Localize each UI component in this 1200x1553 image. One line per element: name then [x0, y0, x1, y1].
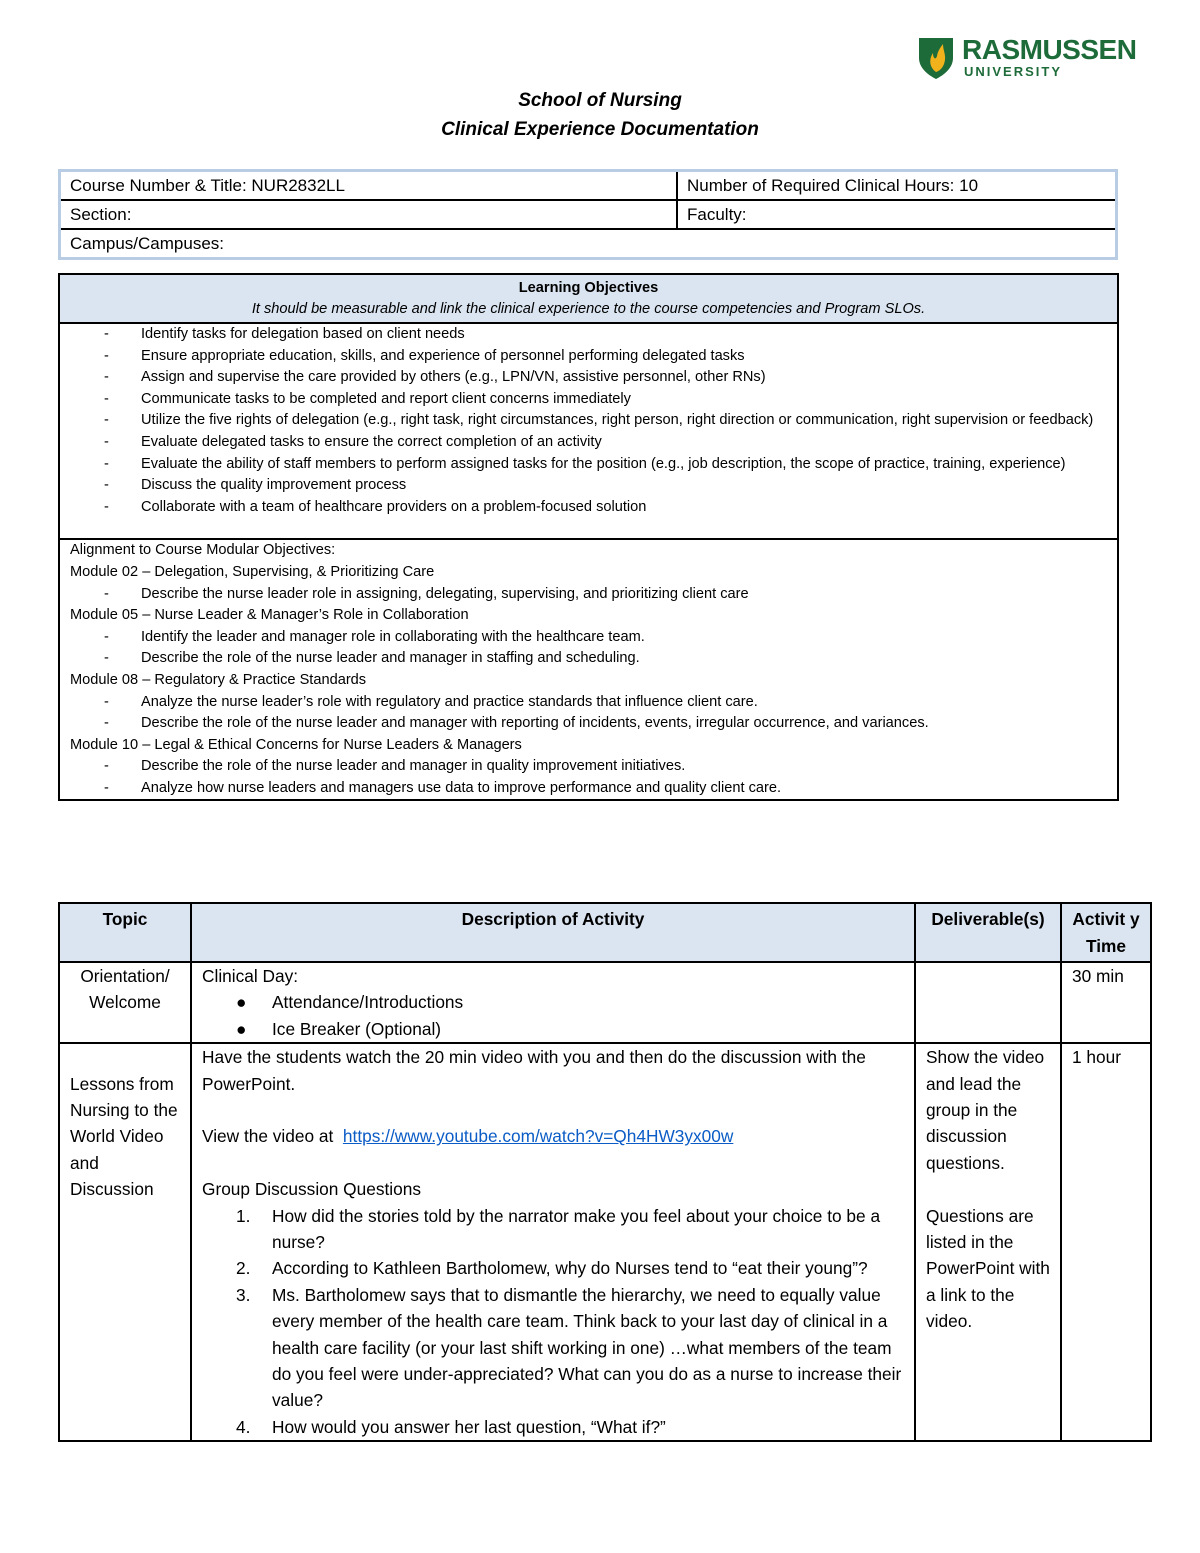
document-titles — [0, 86, 1200, 144]
bullet-dot: ● — [236, 1018, 247, 1039]
list-item: - Ensure appropriate education, skills, and experience of personnel performing delegated tasks — [70, 346, 1107, 368]
time-cell: 1 hour — [1061, 1043, 1151, 1441]
module-title: Module 02 – Delegation, Supervising, & Prioritizing Care — [70, 563, 435, 580]
topic-cell: Orientation/ Welcome — [59, 962, 191, 1043]
list-item: 2. According to Kathleen Bartholomew, why do Nurses tend to “eat their young”? — [236, 1258, 868, 1279]
logo-sub: UNIVERSITY — [964, 64, 1063, 79]
alignment-heading: Alignment to Course Modular Objectives: — [70, 542, 336, 559]
questions-heading: Group Discussion Questions — [202, 1179, 421, 1200]
dash-bullet: - — [104, 758, 109, 775]
campus-field: Campus/Campuses: — [70, 234, 225, 253]
objectives-header — [60, 275, 1117, 324]
video-link[interactable]: https://www.youtube.com/watch?v=Qh4HW3yx00w — [342, 1126, 734, 1147]
dash-bullet: - — [104, 650, 109, 667]
dash-bullet: - — [104, 477, 109, 494]
dash-bullet: - — [104, 585, 109, 602]
header-topic: Topic — [59, 903, 191, 962]
faculty-field: Faculty: — [687, 205, 747, 224]
info-row — [61, 172, 1115, 201]
module-title: Module 08 – Regulatory & Practice Standards — [70, 671, 367, 688]
dash-bullet: - — [104, 693, 109, 710]
list-item: - Describe the role of the nurse leader and manager in quality improvement initiatives. — [70, 756, 1107, 778]
description-cell — [191, 962, 915, 1043]
list-item: - Describe the role of the nurse leader and manager with reporting of incidents, events, irregular occurrence, and variances. — [70, 713, 1107, 735]
dash-bullet: - — [104, 628, 109, 645]
info-row — [61, 201, 1115, 230]
school-title: School of Nursing — [518, 90, 682, 111]
activity-table — [58, 902, 1152, 1442]
video-instructions: Have the students watch the 20 min video with you and then do the discussion with the PowerPoint. — [202, 1047, 866, 1094]
list-item: - Evaluate the ability of staff members to perform assigned tasks for the position (e.g., job description, the scope of practice, training, experience) — [70, 454, 1107, 476]
module-title: Module 10 – Legal & Ethical Concerns for Nurse Leaders & Managers — [70, 736, 522, 753]
dash-bullet: - — [104, 369, 109, 386]
list-item: - Discuss the quality improvement process — [70, 475, 1107, 497]
table-header-row — [59, 903, 1151, 962]
course-info-table — [58, 169, 1118, 260]
clinical-day-label: Clinical Day: — [202, 966, 299, 986]
list-item: ● Ice Breaker (Optional) — [202, 1016, 904, 1042]
list-item: - Communicate tasks to be completed and report client concerns immediately — [70, 389, 1107, 411]
list-item: - Collaborate with a team of healthcare providers on a problem-focused solution — [70, 497, 1107, 519]
list-item: - Describe the role of the nurse leader and manager in staffing and scheduling. — [70, 648, 1107, 670]
dash-bullet: - — [104, 779, 109, 796]
list-item: - Identify the leader and manager role in collaborating with the healthcare team. — [70, 627, 1107, 649]
objectives-heading: Learning Objectives — [518, 280, 659, 296]
description-cell — [191, 1043, 915, 1441]
list-item: ● Attendance/Introductions — [202, 989, 904, 1015]
list-item: 4. How would you answer her last question, “What if?” — [236, 1416, 666, 1437]
university-logo — [916, 34, 1137, 82]
list-item: - Identify tasks for delegation based on client needs — [70, 324, 1107, 346]
header-deliverables: Deliverable(s) — [915, 903, 1061, 962]
dash-bullet: - — [104, 412, 109, 429]
header-time: Activit y Time — [1061, 903, 1151, 962]
topic-cell: Lessons from Nursing to the World Video and Discussion — [59, 1043, 191, 1441]
deliverable-cell: Show the video and lead the group in the discussion questions. Questions are listed in the PowerPoint with a link to the video. — [915, 1043, 1061, 1441]
time-cell: 30 min — [1061, 962, 1151, 1043]
shield-flame-icon — [916, 34, 956, 80]
deliverable-cell — [915, 962, 1061, 1043]
dash-bullet: - — [104, 390, 109, 407]
alignment-section — [60, 540, 1117, 799]
dash-bullet: - — [104, 433, 109, 450]
course-number-title: Course Number & Title: NUR2832LL — [61, 172, 678, 199]
header-description: Description of Activity — [191, 903, 915, 962]
logo-brand: RASMUSSEN — [962, 34, 1137, 65]
list-item: - Utilize the five rights of delegation (e.g., right task, right circumstances, right person, right direction or communication, right supervision or feedback) — [70, 410, 1107, 432]
learning-objectives-box — [58, 273, 1119, 801]
list-item: - Describe the nurse leader role in assigning, delegating, supervising, and prioritizing client care — [70, 584, 1107, 606]
dash-bullet: - — [104, 715, 109, 732]
list-item: - Assign and supervise the care provided by others (e.g., LPN/VN, assistive personnel, other RNs) — [70, 367, 1107, 389]
dash-bullet: - — [104, 498, 109, 515]
module-title: Module 05 – Nurse Leader & Manager’s Role in Collaboration — [70, 607, 469, 624]
table-row — [59, 1043, 1151, 1441]
dash-bullet: - — [104, 326, 109, 342]
table-row — [59, 962, 1151, 1043]
video-link-line: View the video at https://www.youtube.com/watch?v=Qh4HW3yx00w — [202, 1126, 734, 1147]
list-item: 1. How did the stories told by the narrator make you feel about your choice to be a nurse? — [236, 1205, 881, 1253]
objectives-list — [60, 324, 1117, 540]
objectives-subheading: It should be measurable and link the clinical experience to the course competencies and Program SLOs. — [251, 301, 926, 317]
info-row — [61, 230, 1115, 257]
list-item: - Evaluate delegated tasks to ensure the correct completion of an activity — [70, 432, 1107, 454]
document-title: Clinical Experience Documentation — [441, 119, 759, 140]
section-field: Section: — [61, 201, 678, 228]
list-item: - Analyze how nurse leaders and managers use data to improve performance and quality client care. — [70, 778, 1107, 800]
dash-bullet: - — [104, 347, 109, 364]
bullet-dot: ● — [236, 992, 247, 1013]
list-item: 3. Ms. Bartholomew says that to dismantle the hierarchy, we need to equally value every member of the health care team. Think back to your last day of clinical in a health care facility (or your last shift working in one) …what members of the team do you feel were under-appreciated? What can you do as a nurse to increase their value? — [236, 1284, 902, 1411]
dash-bullet: - — [104, 455, 109, 472]
required-hours: Number of Required Clinical Hours: 10 — [687, 176, 979, 195]
list-item: - Analyze the nurse leader’s role with regulatory and practice standards that influence client care. — [70, 692, 1107, 714]
